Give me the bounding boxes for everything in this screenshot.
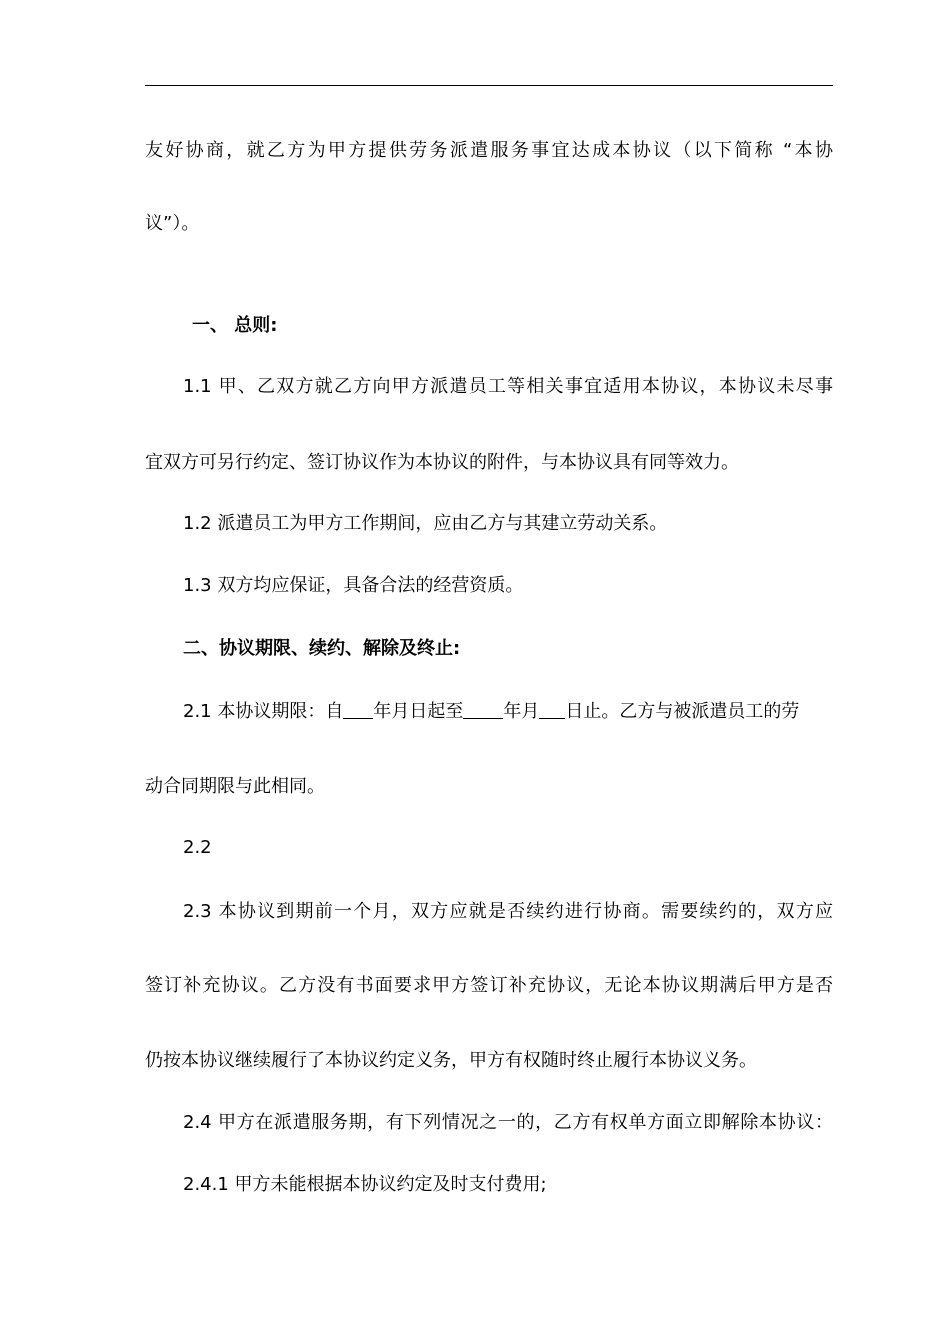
clause-2-1-part-b: 年月日起至 bbox=[373, 701, 464, 722]
header-rule bbox=[145, 85, 833, 86]
clause-1-3: 1.3 双方均应保证，具备合法的经营资质。 bbox=[183, 575, 524, 596]
clause-2-1-line-2: 动合同期限与此相同。 bbox=[145, 776, 325, 797]
intro-line-1: 友好协商，就乙方为甲方提供劳务派遣服务事宜达成本协议（以下简称 “本协 bbox=[145, 140, 833, 161]
clause-1-1-line-1: 1.1 甲、乙双方就乙方向甲方派遣员工等相关事宜适用本协议，本协议未尽事 bbox=[183, 376, 833, 397]
section-1-heading: 一、 总则: bbox=[192, 315, 278, 336]
clause-2-3-line-1: 2.3 本协议到期前一个月，双方应就是否续约进行协商。需要续约的，双方应 bbox=[183, 901, 833, 922]
year-blank-1 bbox=[343, 700, 373, 719]
clause-2-4: 2.4 甲方在派遣服务期，有下列情况之一的，乙方有权单方面立即解除本协议： bbox=[183, 1112, 833, 1133]
clause-1-2: 1.2 派遣员工为甲方工作期间，应由乙方与其建立劳动关系。 bbox=[183, 513, 668, 534]
clause-2-2: 2.2 bbox=[183, 837, 212, 858]
section-2-heading: 二、协议期限、续约、解除及终止: bbox=[183, 638, 461, 659]
clause-1-1-line-2: 宜双方可另行约定、签订协议作为本协议的附件，与本协议具有同等效力。 bbox=[145, 452, 739, 473]
clause-2-1-part-d: 日止。乙方与被派遣员工的劳 bbox=[565, 701, 800, 722]
clause-2-3-line-3: 仍按本协议继续履行了本协议约定义务，甲方有权随时终止履行本协议义务。 bbox=[145, 1050, 757, 1071]
clause-2-1-line-1 bbox=[183, 700, 799, 724]
clause-2-1-part-a: 2.1 本协议期限：自 bbox=[183, 701, 344, 722]
clause-2-1-part-c: 年月 bbox=[503, 701, 540, 722]
year-blank-2 bbox=[463, 700, 503, 719]
intro-line-2: 议”）。 bbox=[145, 213, 200, 234]
clause-2-4-1: 2.4.1 甲方未能根据本协议约定及时支付费用; bbox=[183, 1174, 547, 1195]
day-blank bbox=[539, 700, 565, 719]
clause-2-3-line-2: 签订补充协议。乙方没有书面要求甲方签订补充协议，无论本协议期满后甲方是否 bbox=[145, 975, 833, 996]
